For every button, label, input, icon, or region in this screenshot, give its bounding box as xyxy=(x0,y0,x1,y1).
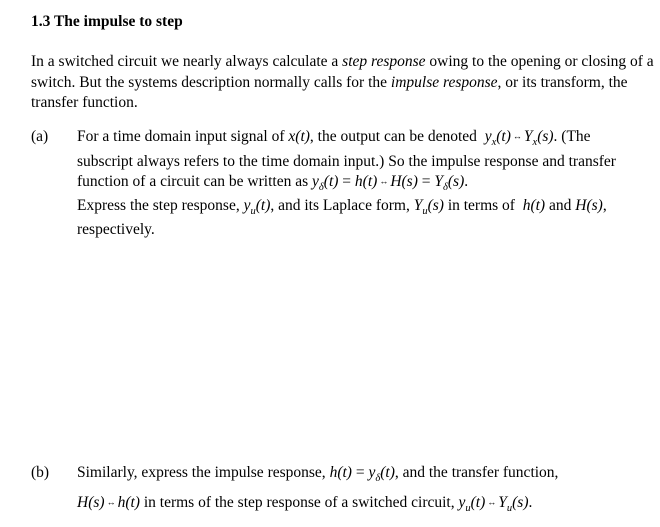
math-subscript: u xyxy=(250,206,256,217)
intro-text-3: , or its transform, the transfer function. xyxy=(31,73,628,111)
part-b-text: . xyxy=(528,494,533,511)
math-subscript: x xyxy=(491,137,497,148)
math-argument: (s) xyxy=(401,173,418,190)
math-argument: (s) xyxy=(537,128,554,145)
section-title: 1.3 The impulse to step xyxy=(31,13,183,30)
math-h-of-t xyxy=(523,197,545,214)
part-b-line-1 xyxy=(77,463,657,485)
part-a-body xyxy=(77,127,657,240)
math-argument: (t) xyxy=(125,494,140,511)
math-argument: (t) xyxy=(255,197,271,214)
part-a-label: (a) xyxy=(31,128,49,145)
math-equals: = xyxy=(351,464,369,481)
part-a-text: For a time domain input signal of xyxy=(77,128,289,145)
intro-emphasis-impulse-response: impulse response xyxy=(390,73,498,91)
math-argument: (s) xyxy=(586,197,603,214)
math-symbol: h xyxy=(117,494,126,511)
part-a-text: Express the step response, xyxy=(77,197,244,214)
math-symbol: y xyxy=(458,494,466,511)
part-a-text: , and its Laplace form, xyxy=(270,197,414,214)
intro-emphasis-step-response: step response xyxy=(342,53,426,70)
math-symbol: Y xyxy=(498,494,507,511)
math-Yu-of-s xyxy=(413,197,444,217)
math-Hs-h-pair xyxy=(77,494,140,511)
math-symbol: x xyxy=(288,128,296,145)
part-b-body xyxy=(77,463,657,515)
math-argument: (t) xyxy=(323,173,339,190)
math-equals: = xyxy=(338,173,355,190)
part-a-text: , the output can be denoted xyxy=(309,128,481,145)
math-x-of-t xyxy=(288,128,310,145)
math-symbol: Y xyxy=(434,173,443,190)
math-step-pair xyxy=(458,494,529,514)
math-subscript: δ xyxy=(443,182,448,193)
math-subscript: δ xyxy=(318,182,324,193)
part-b-text: in terms of the step response of a switched circuit, xyxy=(139,494,459,511)
math-argument: (t) xyxy=(362,173,378,190)
math-h-equals-ydelta xyxy=(329,464,395,484)
math-symbol: y xyxy=(484,128,492,145)
math-symbol: h xyxy=(354,173,363,190)
part-a-text: , xyxy=(602,197,607,214)
math-symbol: H xyxy=(390,173,402,190)
intro-paragraph xyxy=(31,52,655,114)
part-a-text: in terms of xyxy=(443,197,519,214)
part-b-label: (b) xyxy=(31,464,50,481)
math-symbol: y xyxy=(243,197,251,214)
math-argument: (t) xyxy=(530,197,546,214)
math-argument: (t) xyxy=(295,128,310,145)
math-subscript: u xyxy=(465,503,471,514)
math-argument: (t) xyxy=(496,128,511,145)
math-argument: (s) xyxy=(88,494,105,511)
transform-pair-arrow: ↔ xyxy=(512,131,522,141)
math-symbol: y xyxy=(312,173,319,190)
part-a-text: . (The xyxy=(553,128,591,145)
math-argument: (t) xyxy=(380,464,395,481)
part-a-line-5: respectively. xyxy=(77,221,155,238)
part-a-line-4 xyxy=(77,196,657,218)
math-symbol: h xyxy=(329,464,338,481)
math-subscript: u xyxy=(506,503,513,514)
math-argument: (s) xyxy=(512,494,529,511)
math-symbol: h xyxy=(522,197,531,214)
math-yu-of-t xyxy=(243,197,271,217)
intro-text-1: In a switched circuit we nearly always calculate a xyxy=(31,53,343,70)
math-argument: (t) xyxy=(337,464,352,481)
part-a-text: . xyxy=(464,173,469,190)
transform-pair-arrow: ↔ xyxy=(106,497,116,507)
part-a-line-2: subscript always refers to the time domain input.) So the impulse response and transfer xyxy=(77,153,616,170)
math-yx-pair xyxy=(484,128,554,148)
math-argument: (s) xyxy=(447,173,465,190)
math-symbol: y xyxy=(368,464,376,481)
part-a-text: function of a circuit can be written as xyxy=(77,173,312,190)
part-a-text: and xyxy=(545,197,576,214)
transform-pair-arrow: ↔ xyxy=(379,176,389,186)
part-b-text: Similarly, express the impulse response, xyxy=(77,464,330,481)
math-symbol: Y xyxy=(523,128,533,145)
math-symbol: Y xyxy=(413,197,423,214)
math-argument: (s) xyxy=(427,197,444,214)
part-a-line-3 xyxy=(77,172,657,194)
part-a-line-1 xyxy=(77,127,657,149)
transform-pair-arrow: ↔ xyxy=(487,497,497,507)
math-symbol: H xyxy=(77,494,89,511)
part-b-text: , and the transfer function, xyxy=(394,464,559,481)
math-impulse-pair xyxy=(312,173,465,193)
math-symbol: H xyxy=(575,197,587,214)
math-H-of-s xyxy=(575,197,603,214)
math-subscript: x xyxy=(532,137,538,148)
math-subscript: δ xyxy=(375,473,381,484)
math-subscript: u xyxy=(422,206,428,217)
intro-text-2: owing to the opening or closing of a switch. But the systems description normally calls for the xyxy=(31,53,654,91)
math-argument: (t) xyxy=(470,494,486,511)
math-equals: = xyxy=(417,173,435,190)
part-b-line-2 xyxy=(77,493,657,515)
